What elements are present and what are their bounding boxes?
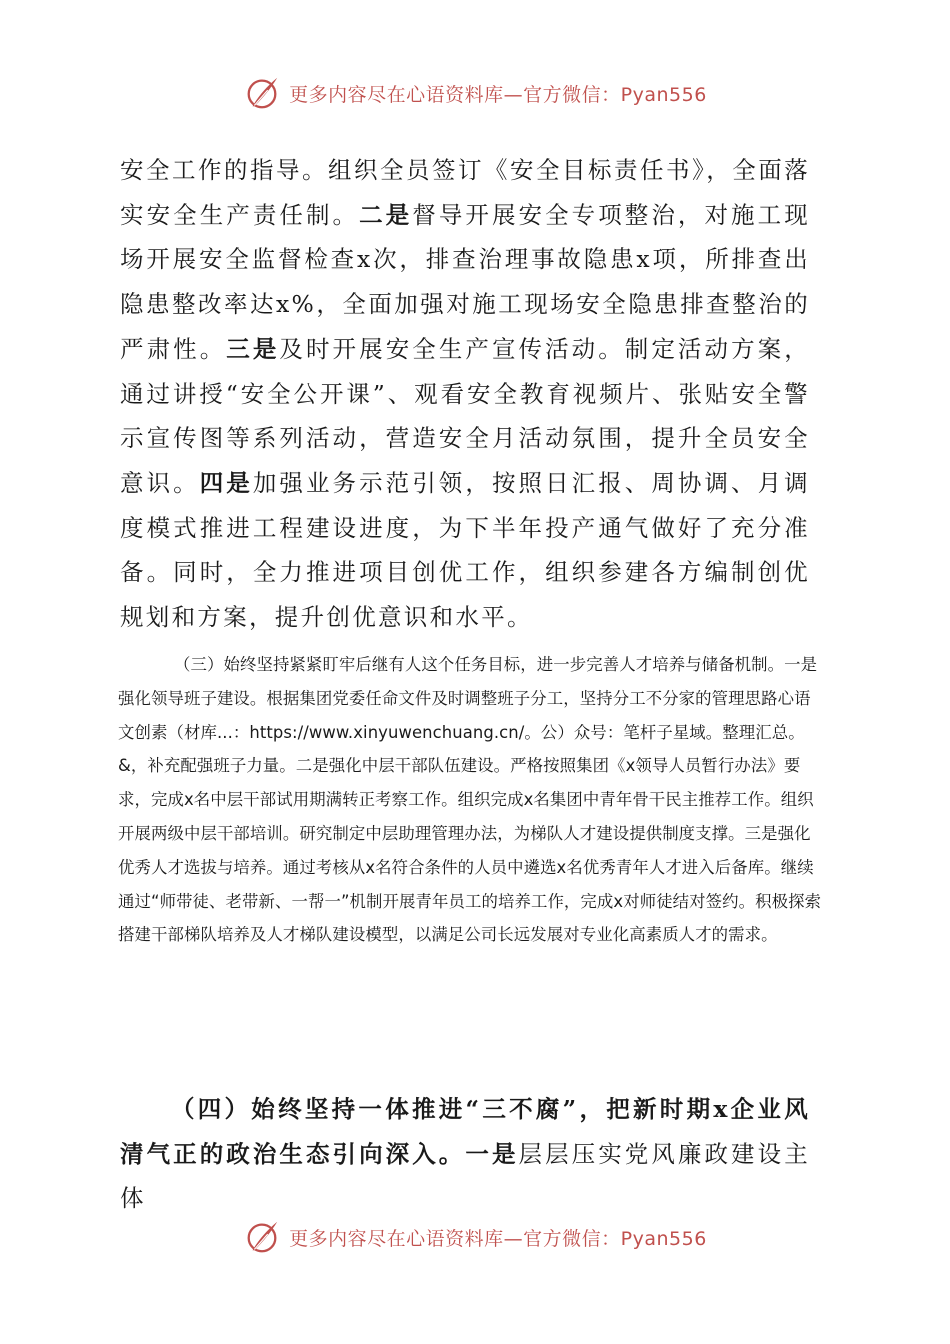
bold-marker: 三是 bbox=[226, 334, 280, 363]
text-segment: 加强业务示范引领，按照日汇报、周协调、月调度模式推进工程建设进度，为下半年投产通气做好了充分准备。同时，全力推进项目创优工作，组织参建各方编制创优规划和方案，提升创优意识和水平。 bbox=[120, 468, 810, 632]
body-paragraph-talent bbox=[118, 648, 823, 952]
bold-marker: 四是 bbox=[199, 468, 253, 497]
watermark-banner-top bbox=[0, 71, 950, 115]
watermark-banner-bottom bbox=[0, 1215, 950, 1259]
body-paragraph-safety bbox=[120, 148, 810, 640]
bold-marker: 二是 bbox=[359, 200, 413, 229]
text-segment: 层层压实党风廉政建设主体 bbox=[120, 1139, 810, 1213]
text-segment: 督导开展安全专项整治，对施工现场开展安全监督检查x次，排查治理事故隐患x项，所排查出隐患整改率达x%，全面加强对施工现场安全隐患排查整治的严肃性。 bbox=[120, 200, 810, 363]
text-segment: （三）始终坚持紧紧盯牢后继有人这个任务目标，进一步完善人才培养与储备机制。一是强化领导班子建设。根据集团党委任命文件及时调整班子分工，坚持分工不分家的管理思路心语文创素（材库...：https://www.xinyuwenchuang.cn/。公）众号：笔杆子星域。整理汇总。&，补充配强班子力量。二是强化中层干部队伍建设。严格按照集团《x领导人员暂行办法》要求，完成x名中层干部试用期满转正考察工作。组织完成x名集团中青年骨干民主推荐工作。组织开展两级中层干部培训。研究制定中层助理管理办法，为梯队人才建设提供制度支撑。三是强化优秀人才选拔与培养。通过考核从x名符合条件的人员中遴选x名优秀青年人才进入后备库。继续通过“师带徒、老带新、一帮一”机制开展青年员工的培养工作，完成x对师徒结对签约。积极探索搭建干部梯队培养及人才梯队建设模型，以满足公司长远发展对专业化高素质人才的需求。 bbox=[118, 655, 822, 945]
feather-pen-circle-logo bbox=[243, 1218, 281, 1256]
text-segment: 及时开展安全生产宣传活动。制定活动方案，通过讲授“安全公开课”、观看安全教育视频片、张贴安全警示宣传图等系列活动，营造安全月活动氛围，提升全员安全意识。 bbox=[120, 334, 811, 497]
watermark-text: 更多内容尽在心语资料库—官方微信：Pyan556 bbox=[289, 83, 707, 106]
body-paragraph-integrity bbox=[120, 1087, 810, 1221]
text-segment: 安全工作的指导。组织全员签订《安全目标责任书》，全面落实安全生产责任制。 bbox=[120, 156, 810, 229]
feather-pen-circle-logo bbox=[243, 74, 281, 112]
watermark-text: 更多内容尽在心语资料库—官方微信：Pyan556 bbox=[289, 1227, 707, 1250]
section-heading: （四）始终坚持一体推进“三不腐”，把新时期x企业风清气正的政治生态引向深入。一是 bbox=[120, 1095, 810, 1168]
